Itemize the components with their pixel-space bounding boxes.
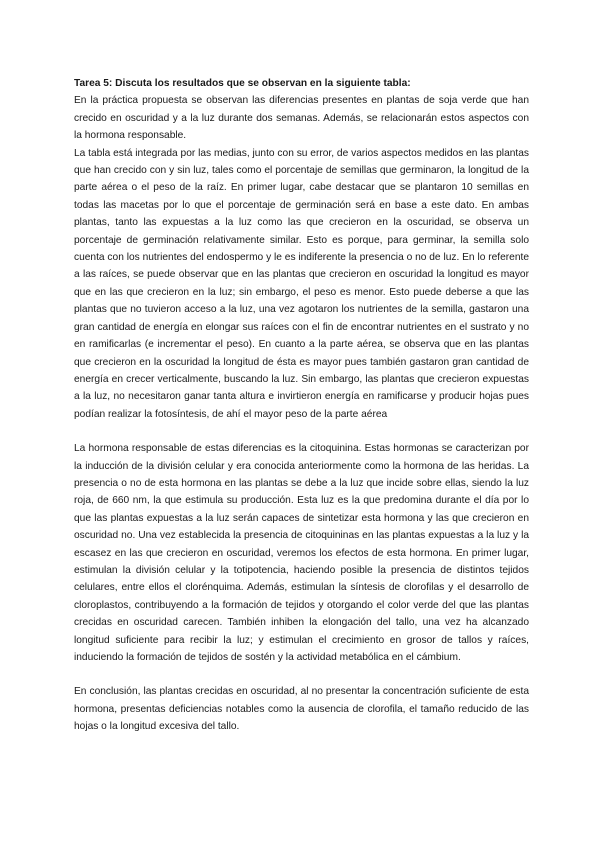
intro-paragraph: En la práctica propuesta se observan las diferencias presentes en plantas de soja verde que han crecido en oscuridad y a la luz durante dos semanas. Además, se relacionarán estos aspectos con la hormona responsable. xyxy=(74,95,529,142)
conclusion-paragraph: En conclusión, las plantas crecidas en oscuridad, al no presentar la concentración suficiente de esta hormona, presentas deficiencias notables como la ausencia de clorofila, el tamaño reducido de las hojas o la longitud excesiva del tallo. xyxy=(74,686,529,733)
results-paragraph: La tabla está integrada por las medias, junto con su error, de varios aspectos medidos en las plantas que han crecido con y sin luz, tales como el porcentaje de semillas que germinaron, la longitud de la parte aérea o el peso de la raíz. En primer lugar, cabe destacar que se plantaron 10 semillas en todas las macetas por lo que el porcentaje de germinación será en base a este dato. En ambas plantas, tanto las expuestas a la luz como las que crecieron en la oscuridad, se observa un porcentaje de germinación relativamente similar. Esto es porque, para germinar, la semilla solo cuenta con los nutrientes del endospermo y le es indiferente la presencia o no de luz. En lo referente a las raíces, se puede observar que en las plantas que crecieron en oscuridad la longitud es mayor que en las que crecieron en la luz; sin embargo, el peso es menor. Esto puede deberse a que las plantas que no tuvieron acceso a la luz, una vez agotaron los nutrientes de la semilla, gastaron una gran cantidad de energía en elongar sus raíces con el fin de encontrar nutrientes en el sustrato y no en ramificarlas (e incrementar el peso). En cuanto a la parte aérea, se observa que en las plantas que crecieron en la oscuridad la longitud de ésta es mayor pues también gastaron gran cantidad de energía en crecer verticalmente, buscando la luz. Sin embargo, las plantas que crecieron expuestas a la luz, no necesitaron ganar tanta altura e invirtieron energía en ramificarse y producir hojas pues podían realizar la fotosíntesis, de ahí el mayor peso de la parte aérea xyxy=(74,147,529,420)
hormone-paragraph: La hormona responsable de estas diferencias es la citoquinina. Estas hormonas se caracterizan por la inducción de la división celular y era conocida anteriormente como la hormona de las heridas. La presencia o no de esta hormona en las plantas se debe a la luz que incide sobre ellas, siendo la luz roja, de 660 nm, la que estimula su producción. Esta luz es la que predomina durante el día por lo que las plantas expuestas a la luz serán capaces de sintetizar esta hormona y las que crecieron en oscuridad no. Una vez establecida la presencia de citoquininas en las plantas expuestas a la luz y la escasez en las que crecieron en oscuridad, veremos los efectos de esta hormona. En primer lugar, estimulan la división celular y la totipotencia, haciendo posible la presencia de distintos tejidos celulares, entre ellos el clorénquima. Además, estimulan la síntesis de clorofilas y el desarrollo de cloroplastos, contribuyendo a la formación de tejidos y otorgando el color verde del que las plantas crecidas en oscuridad carecen. También inhiben la elongación del tallo, una vez ha alcanzado longitud suficiente para recibir la luz; y estimulan el crecimiento en grosor de tallos y raíces, induciendo la formación de tejidos de sostén y la actividad metabólica en el cámbium. xyxy=(74,443,529,663)
task-heading: Tarea 5: Discuta los resultados que se observan en la siguiente tabla: xyxy=(74,78,411,89)
document-page xyxy=(74,75,529,736)
